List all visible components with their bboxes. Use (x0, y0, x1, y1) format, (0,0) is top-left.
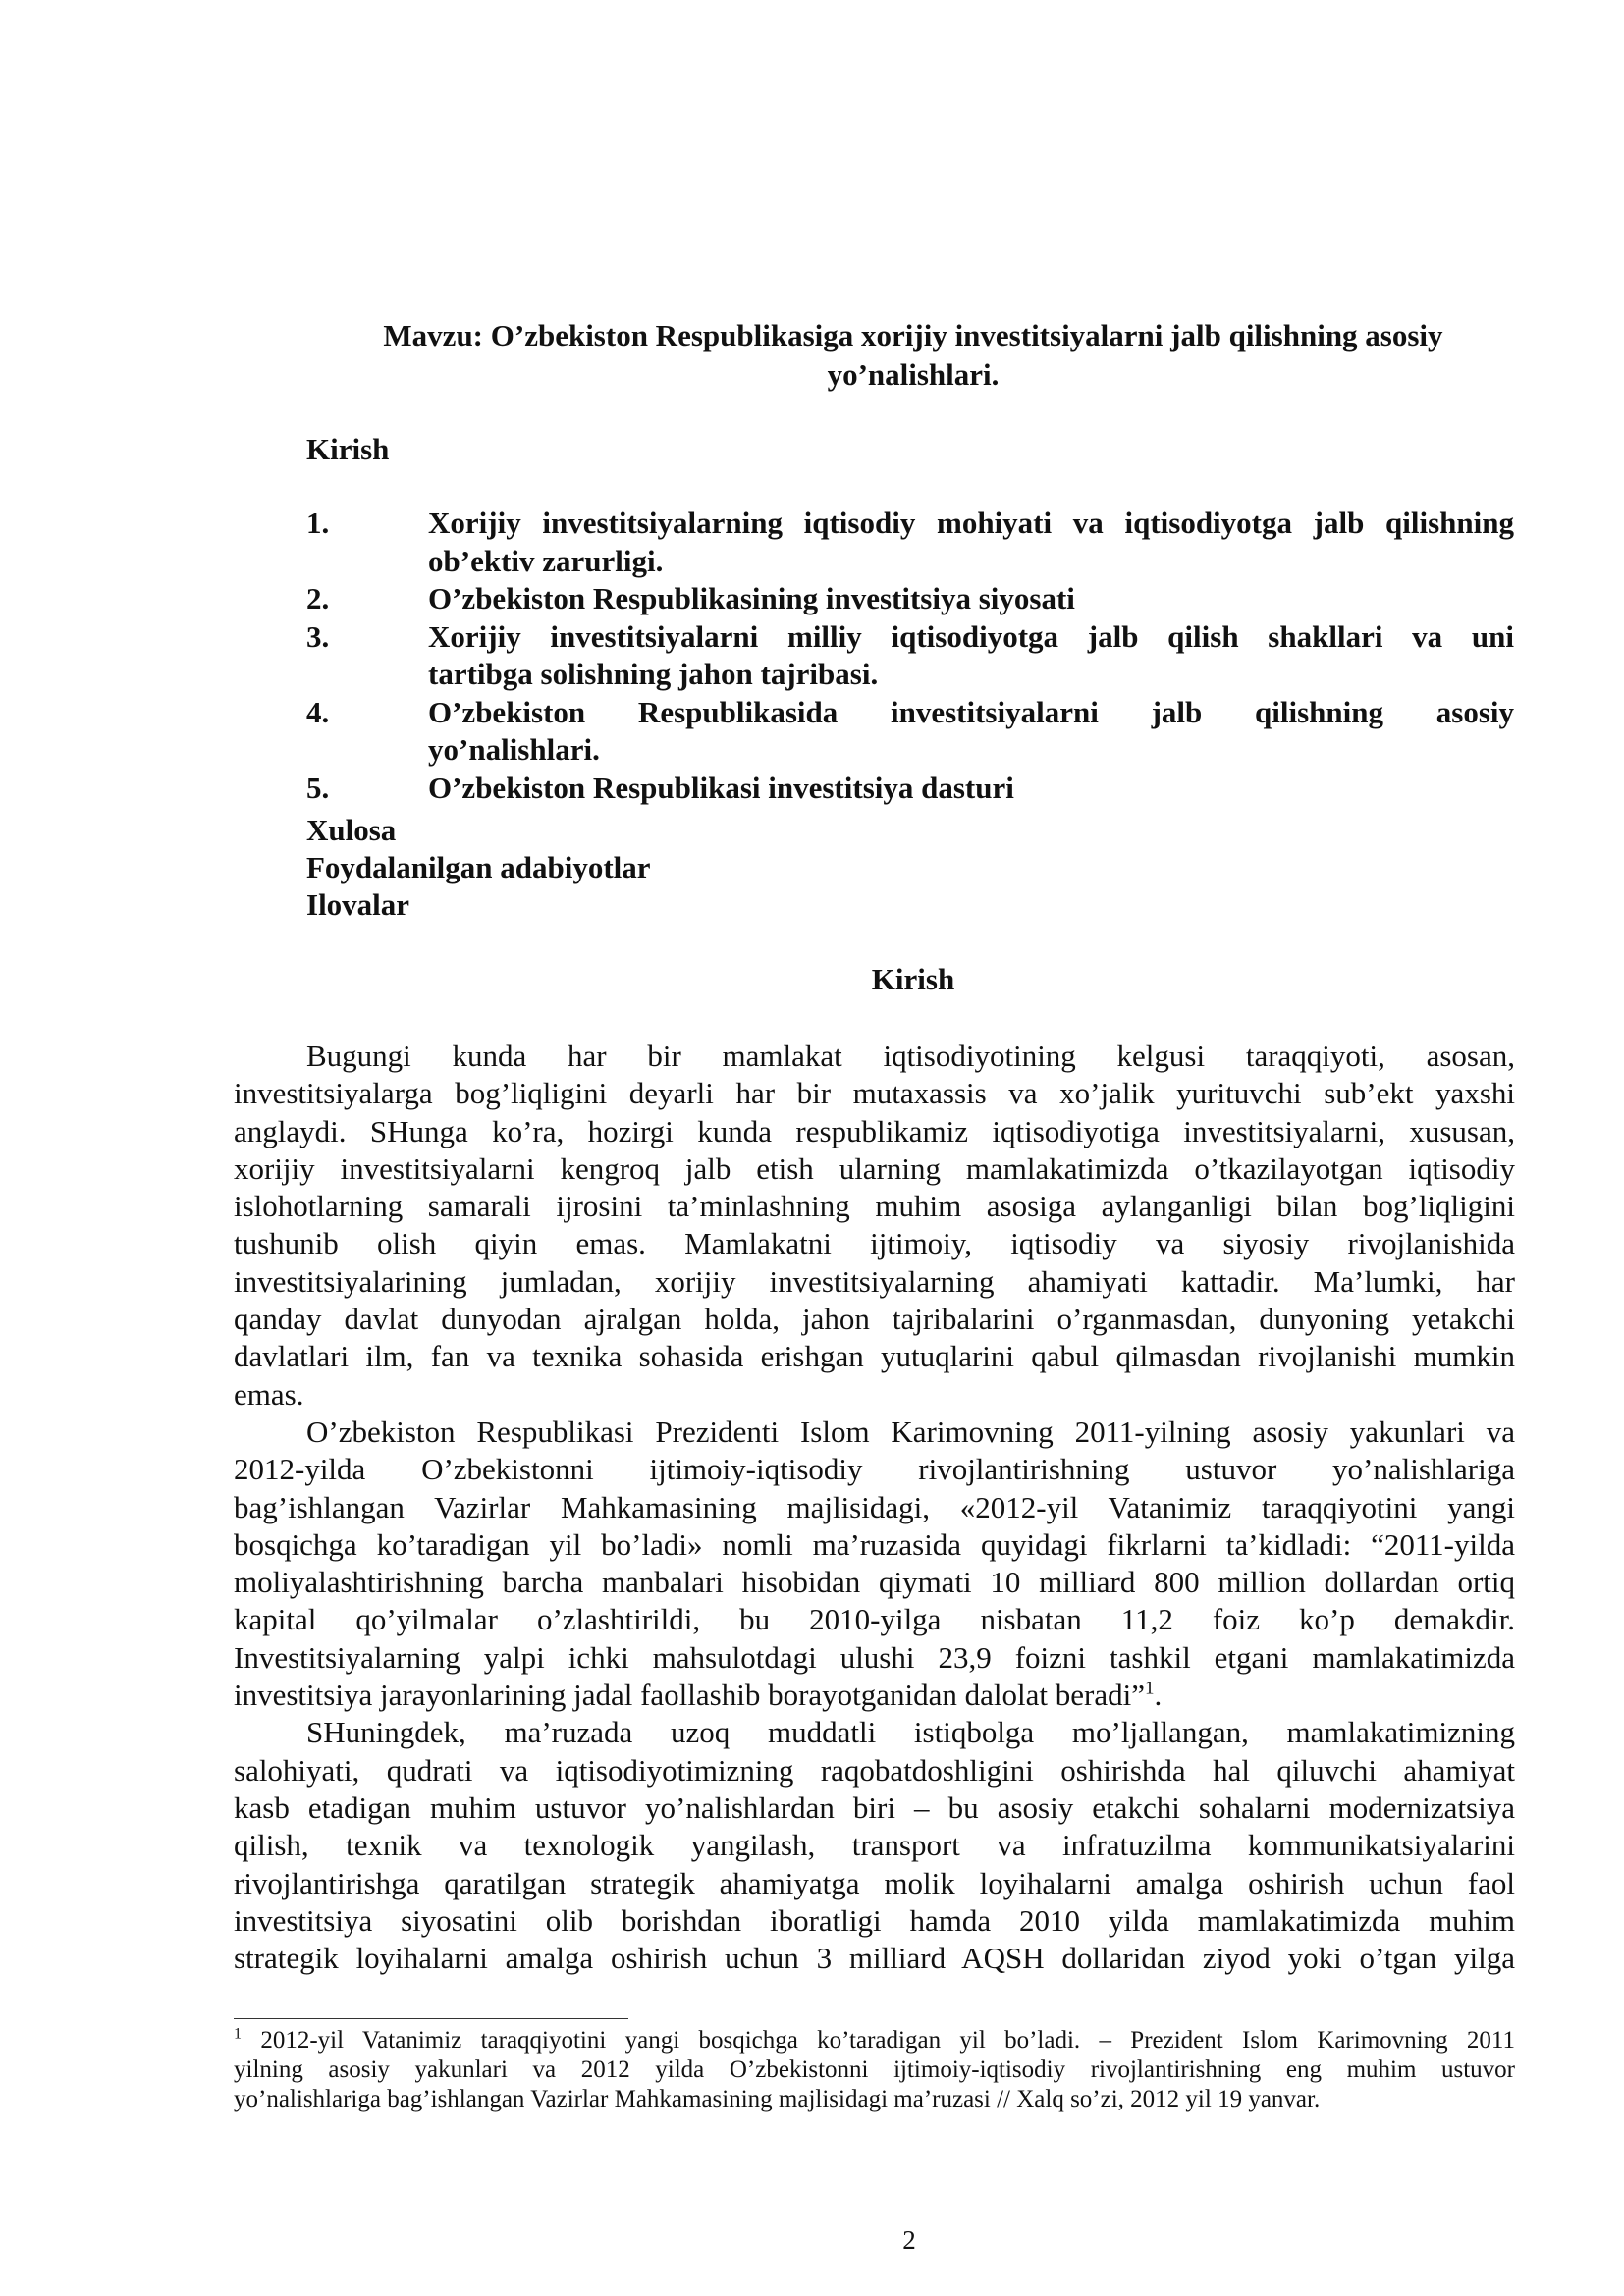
body-line-text: strategik loyihalarni amalga oshirish uchun 3 milliard AQSH dollaridan ziyod yoki o’tgan yilga (234, 1941, 1515, 1976)
contents-intro-label: Kirish (306, 432, 390, 466)
body-line (234, 1865, 1515, 1902)
footnote-reference[interactable]: 1 (1144, 1678, 1155, 1699)
body-line (234, 1526, 1515, 1564)
body-line (234, 1827, 1515, 1864)
toc-item-4 (306, 694, 1514, 770)
body-line (234, 1639, 1515, 1677)
toc-item-number: 2. (306, 581, 330, 615)
body-line-text: emas. (234, 1376, 304, 1412)
body-line-text: investitsiya siyosatini olib borishdan iboratligi hamda 2010 yilda mamlakatimizda muhim (234, 1902, 1515, 1938)
body-line (234, 1714, 1515, 1751)
document-title (324, 316, 1502, 395)
body-line-text: kasb etadigan muhim ustuvor yo’nalishlardan biri – bu asosiy etakchi sohalarni modernizatsiya (234, 1789, 1515, 1825)
footnote-mark: 1 (234, 2025, 242, 2043)
body-line (234, 1601, 1515, 1638)
body-line-text: kapital qo’yilmalar o’zlashtirildi, bu 2010-yilga nisbatan 11,2 foiz ko’p demakdir. (234, 1602, 1515, 1637)
toc-item-number: 5. (306, 770, 330, 805)
body-line-text: davlatlari ilm, fan va texnika sohasida erishgan yutuqlarini qabul qilmasdan rivojlanishi mumkin (234, 1339, 1515, 1374)
body-line-text: Bugungi kunda har bir mamlakat iqtisodiyotining kelgusi taraqqiyoti, asosan, (306, 1039, 1515, 1073)
body-line-text: investitsiyalarga bog’liqligini deyarli har bir mutaxassis va xo’jalik yurituvchi sub’ekt yaxshi (234, 1076, 1515, 1111)
toc-item-3 (306, 618, 1514, 694)
toc-item-number: 1. (306, 506, 330, 540)
toc-item-text: ob’ektiv zarurligi. (428, 543, 664, 578)
footnote-line (234, 2085, 1515, 2114)
contents-conclusion: Xulosa (306, 813, 397, 847)
body-line-text: qilish, texnik va texnologik yangilash, transport va infratuzilma kommunikatsiyalarini (234, 1828, 1515, 1863)
footnote-line-text: yilning asosiy yakunlari va 2012 yilda O’zbekistonni ijtimoiy-iqtisodiy rivojlantirishning eng muhim ustuvor (234, 2056, 1515, 2083)
body-line-text: salohiyati, qudrati va iqtisodiyotimizning raqobatdoshligini oshirishda hal qiluvchi ahamiyat (234, 1752, 1515, 1788)
body-text (234, 1038, 1515, 1977)
toc-item-1 (306, 505, 1514, 580)
body-line (234, 1902, 1515, 1940)
toc-item-text: Xorijiy investitsiyalarni milliy iqtisodiyotga jalb qilish shakllari va uni (428, 618, 1514, 654)
body-line (234, 1789, 1515, 1827)
body-line (234, 1564, 1515, 1601)
footnote-line (234, 2056, 1515, 2085)
toc-item-text: tartibga solishning jahon tajribasi. (428, 657, 879, 691)
body-line-text: moliyalashtirishning barcha manbalari hisobidan qiymati 10 milliard 800 million dollardan ortiq (234, 1565, 1515, 1600)
body-line-text: SHuningdek, ma’ruzada uzoq muddatli istiqbolga mo’ljallangan, mamlakatimizning (306, 1715, 1515, 1750)
body-line-text: anglaydi. SHunga ko’ra, hozirgi kunda respublikamiz iqtisodiyotiga investitsiyalarni, xususan, (234, 1113, 1515, 1148)
body-line (234, 1038, 1515, 1075)
body-line (234, 1376, 1515, 1414)
body-line (234, 1188, 1515, 1225)
body-line-text: qanday davlat dunyodan ajralgan holda, jahon tajribalarini o’rganmasdan, dunyoning yetakchi (234, 1302, 1515, 1337)
footnote (234, 2026, 1515, 2114)
body-line-text: bosqichga ko’taradigan yil bo’ladi» nomli ma’ruzasida quyidagi fikrlarni ta’kidladi: “2011-yilda (234, 1526, 1515, 1562)
body-line (234, 1489, 1515, 1526)
body-line (234, 1451, 1515, 1488)
body-line-text: xorijiy investitsiyalarni kengroq jalb etish ularning mamlakatimizda o’tkazilayotgan iqtisodiy (234, 1150, 1515, 1186)
body-line (234, 1113, 1515, 1150)
footnote-line (234, 2026, 1515, 2056)
body-line-text: rivojlantirishga qaratilgan strategik ahamiyatga molik loyihalarni amalga oshirish uchun faol (234, 1865, 1515, 1900)
body-line-text: Investitsiyalarning yalpi ichki mahsulotdagi ulushi 23,9 foizni tashkil etgani mamlakatimizda (234, 1639, 1515, 1675)
body-line (234, 1338, 1515, 1375)
toc-item-text: yo’nalishlari. (428, 732, 600, 767)
toc-item-text: Xorijiy investitsiyalarning iqtisodiy mohiyati va iqtisodiyotga jalb qilishning (428, 506, 1514, 540)
footnote-separator (234, 2018, 628, 2019)
body-line (234, 1677, 1515, 1714)
body-line-text: tushunib olish qiyin emas. Mamlakatni ijtimoiy, iqtisodiy va siyosiy rivojlanishida (234, 1226, 1515, 1261)
contents-appendices: Ilovalar (306, 887, 410, 922)
toc-item-text: O’zbekiston Respublikasining investitsiya siyosati (428, 581, 1075, 615)
title-line-2: yo’nalishlari. (827, 357, 1000, 392)
body-line-tail: . (1154, 1678, 1163, 1713)
body-line-text: islohotlarning samarali ijrosini ta’minlashning muhim asosiga aylanganligi bilan bog’liqligini (234, 1189, 1515, 1224)
body-line-text: investitsiya jarayonlarining jadal faollashib borayotganidan dalolat beradi” (234, 1678, 1145, 1713)
section-heading: Kirish (871, 962, 955, 996)
body-line (234, 1225, 1515, 1262)
toc-item-5 (306, 770, 1514, 808)
title-line-1: Mavzu: O’zbekiston Respublikasiga xorijiy investitsiyalarni jalb qilishning asosiy (383, 318, 1443, 352)
body-line-text: investitsiyalarining jumladan, xorijiy investitsiyalarning ahamiyati kattadir. Ma’lumki, har (234, 1263, 1515, 1299)
table-of-contents (306, 505, 1514, 807)
footnote-line-text: yo’nalishlariga bag’ishlangan Vazirlar Mahkamasining majlisidagi ma’ruzasi // Xalq so’zi, 2012 yil 19 yanvar. (234, 2086, 1321, 2112)
body-line (234, 1752, 1515, 1789)
body-line (234, 1414, 1515, 1451)
body-line-text: 2012-yilda O’zbekistonni ijtimoiy-iqtisodiy rivojlantirishning ustuvor yo’nalishlariga (234, 1452, 1515, 1487)
body-line (234, 1301, 1515, 1338)
toc-item-number: 3. (306, 618, 330, 654)
body-line-text: O’zbekiston Respublikasi Prezidenti Islom Karimovning 2011-yilning asosiy yakunlari va (306, 1414, 1515, 1449)
body-line (234, 1075, 1515, 1112)
page-number: 2 (902, 2225, 916, 2255)
body-line (234, 1263, 1515, 1301)
footnote-line-text: 2012-yil Vatanimiz taraqqiyotini yangi bosqichga ko’taradigan yil bo’ladi. – Prezident Islom Karimovning 2011 (242, 2027, 1515, 2054)
contents-references: Foydalanilgan adabiyotlar (306, 850, 651, 884)
toc-item-number: 4. (306, 694, 330, 729)
toc-item-2 (306, 580, 1514, 618)
body-line (234, 1150, 1515, 1188)
body-line (234, 1940, 1515, 1977)
toc-item-text: O’zbekiston Respublikasida investitsiyalarni jalb qilishning asosiy (428, 694, 1514, 729)
toc-item-text: O’zbekiston Respublikasi investitsiya dasturi (428, 770, 1014, 805)
body-line-text: bag’ishlangan Vazirlar Mahkamasining majlisidagi, «2012-yil Vatanimiz taraqqiyotini yangi (234, 1489, 1515, 1524)
